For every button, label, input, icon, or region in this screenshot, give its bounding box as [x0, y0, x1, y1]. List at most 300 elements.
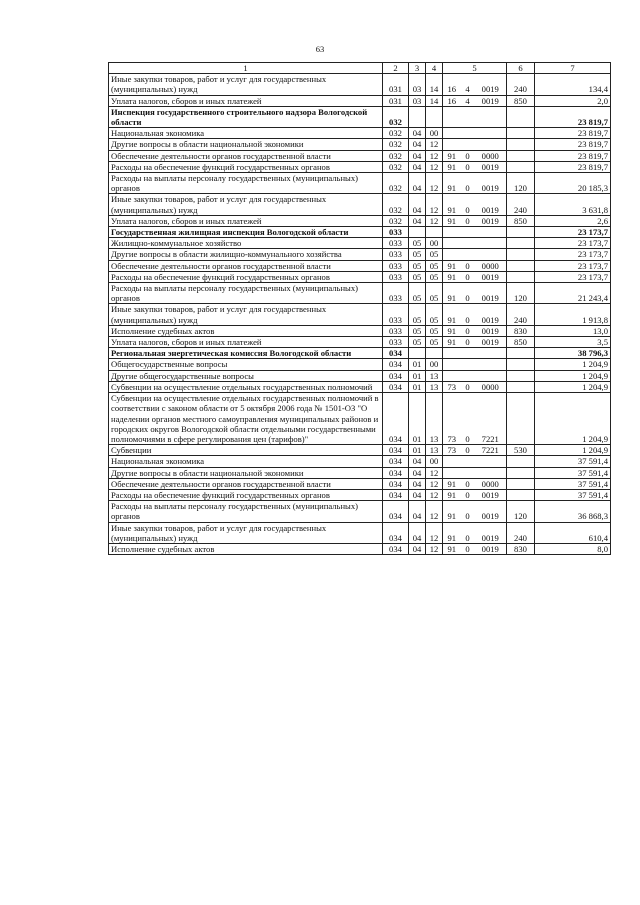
target-direction-cell [461, 128, 475, 139]
section-cell [409, 106, 426, 127]
expense-type-cell: 850 [507, 95, 535, 106]
code-cell: 032 [383, 173, 409, 194]
target-item-cell: 0019 [475, 74, 507, 95]
amount-cell: 3 631,8 [535, 194, 611, 215]
target-item-cell [475, 370, 507, 381]
section-cell: 04 [409, 478, 426, 489]
target-direction-cell: 0 [461, 194, 475, 215]
expense-type-cell [507, 271, 535, 282]
target-item-cell [475, 227, 507, 238]
target-direction-cell: 0 [461, 260, 475, 271]
expense-type-cell [507, 227, 535, 238]
code-cell: 034 [383, 467, 409, 478]
section-cell: 05 [409, 304, 426, 325]
table-row [109, 271, 611, 282]
expense-type-cell [507, 393, 535, 445]
code-cell: 034 [383, 359, 409, 370]
target-program-cell: 91 [443, 337, 461, 348]
target-program-cell [443, 456, 461, 467]
table-row [109, 227, 611, 238]
row-name-cell: Расходы на выплаты персоналу государственных (муниципальных) органов [109, 501, 383, 522]
section-cell: 04 [409, 489, 426, 500]
target-program-cell: 91 [443, 304, 461, 325]
code-cell: 034 [383, 456, 409, 467]
table-row [109, 215, 611, 226]
target-direction-cell: 0 [461, 489, 475, 500]
target-direction-cell: 0 [461, 304, 475, 325]
target-item-cell [475, 238, 507, 249]
amount-cell: 1 204,9 [535, 445, 611, 456]
expense-type-cell: 240 [507, 74, 535, 95]
table-row [109, 325, 611, 336]
section-cell: 01 [409, 359, 426, 370]
amount-cell: 1 204,9 [535, 393, 611, 445]
target-item-cell: 0000 [475, 150, 507, 161]
amount-cell: 1 204,9 [535, 359, 611, 370]
code-cell: 031 [383, 95, 409, 106]
target-direction-cell: 0 [461, 271, 475, 282]
expense-type-cell: 850 [507, 337, 535, 348]
table-row [109, 370, 611, 381]
expense-type-cell: 530 [507, 445, 535, 456]
amount-cell: 3,5 [535, 337, 611, 348]
target-direction-cell: 0 [461, 215, 475, 226]
budget-table [108, 62, 611, 555]
target-direction-cell [461, 106, 475, 127]
target-program-cell: 91 [443, 522, 461, 543]
target-direction-cell: 0 [461, 173, 475, 194]
expense-type-cell [507, 249, 535, 260]
target-program-cell [443, 359, 461, 370]
section-cell: 05 [409, 249, 426, 260]
target-direction-cell [461, 348, 475, 359]
table-row [109, 150, 611, 161]
target-item-cell [475, 359, 507, 370]
target-item-cell [475, 139, 507, 150]
section-cell: 04 [409, 456, 426, 467]
code-cell: 034 [383, 445, 409, 456]
amount-cell: 37 591,4 [535, 489, 611, 500]
subsection-cell: 00 [426, 128, 443, 139]
header-cell: 5 [443, 63, 507, 74]
target-program-cell: 91 [443, 325, 461, 336]
subsection-cell: 12 [426, 194, 443, 215]
target-item-cell [475, 249, 507, 260]
amount-cell: 1 204,9 [535, 370, 611, 381]
target-item-cell: 7221 [475, 445, 507, 456]
target-direction-cell: 0 [461, 337, 475, 348]
row-name-cell: Расходы на обеспечение функций государственных органов [109, 161, 383, 172]
section-cell: 01 [409, 393, 426, 445]
section-cell: 05 [409, 260, 426, 271]
table-row [109, 467, 611, 478]
target-direction-cell: 0 [461, 325, 475, 336]
target-direction-cell: 0 [461, 393, 475, 445]
expense-type-cell: 240 [507, 304, 535, 325]
header-row [109, 63, 611, 74]
subsection-cell: 14 [426, 95, 443, 106]
header-cell: 7 [535, 63, 611, 74]
target-item-cell: 7221 [475, 393, 507, 445]
row-name-cell: Жилищно-коммунальное хозяйство [109, 238, 383, 249]
table-row [109, 238, 611, 249]
expense-type-cell: 830 [507, 543, 535, 554]
section-cell: 04 [409, 150, 426, 161]
section-cell: 05 [409, 271, 426, 282]
target-item-cell: 0019 [475, 543, 507, 554]
target-program-cell [443, 128, 461, 139]
code-cell: 031 [383, 74, 409, 95]
row-name-cell: Обеспечение деятельности органов государственной власти [109, 150, 383, 161]
target-item-cell: 0019 [475, 304, 507, 325]
table-row [109, 393, 611, 445]
row-name-cell: Уплата налогов, сборов и иных платежей [109, 95, 383, 106]
subsection-cell [426, 348, 443, 359]
subsection-cell: 12 [426, 161, 443, 172]
section-cell: 04 [409, 543, 426, 554]
target-direction-cell: 0 [461, 381, 475, 392]
target-direction-cell [461, 139, 475, 150]
table-row [109, 283, 611, 304]
target-direction-cell [461, 249, 475, 260]
section-cell: 03 [409, 95, 426, 106]
amount-cell: 37 591,4 [535, 456, 611, 467]
subsection-cell: 05 [426, 271, 443, 282]
table-row [109, 543, 611, 554]
table-row [109, 348, 611, 359]
target-item-cell: 0019 [475, 194, 507, 215]
row-name-cell: Другие общегосударственные вопросы [109, 370, 383, 381]
target-direction-cell [461, 370, 475, 381]
row-name-cell: Субвенции на осуществление отдельных государственных полномочий в соответствии с законом области от 5 октября 2006 года № 1501-ОЗ "О наделении органов местного самоуправления муниципальных районов и городских округов Вологодской области отдельными государственными полномочиями в сфере регулирования цен (тарифов)" [109, 393, 383, 445]
subsection-cell: 14 [426, 74, 443, 95]
code-cell: 032 [383, 106, 409, 127]
code-cell: 034 [383, 348, 409, 359]
target-program-cell: 91 [443, 489, 461, 500]
row-name-cell: Расходы на обеспечение функций государственных органов [109, 271, 383, 282]
amount-cell: 610,4 [535, 522, 611, 543]
row-name-cell: Иные закупки товаров, работ и услуг для государственных (муниципальных) нужд [109, 522, 383, 543]
row-name-cell: Уплата налогов, сборов и иных платежей [109, 337, 383, 348]
table-row [109, 478, 611, 489]
target-direction-cell [461, 456, 475, 467]
row-name-cell: Обеспечение деятельности органов государственной власти [109, 478, 383, 489]
target-item-cell: 0000 [475, 478, 507, 489]
row-name-cell: Другие вопросы в области жилищно-коммунального хозяйства [109, 249, 383, 260]
row-name-cell: Другие вопросы в области национальной экономики [109, 467, 383, 478]
code-cell: 032 [383, 194, 409, 215]
table-row [109, 128, 611, 139]
subsection-cell: 12 [426, 215, 443, 226]
target-program-cell [443, 227, 461, 238]
table-row [109, 95, 611, 106]
expense-type-cell: 240 [507, 194, 535, 215]
target-direction-cell: 4 [461, 95, 475, 106]
subsection-cell: 00 [426, 359, 443, 370]
section-cell: 05 [409, 283, 426, 304]
subsection-cell: 12 [426, 489, 443, 500]
code-cell: 032 [383, 215, 409, 226]
target-program-cell: 91 [443, 283, 461, 304]
amount-cell: 37 591,4 [535, 467, 611, 478]
table-row [109, 522, 611, 543]
target-item-cell: 0019 [475, 337, 507, 348]
amount-cell: 2,6 [535, 215, 611, 226]
expense-type-cell [507, 139, 535, 150]
expense-type-cell [507, 128, 535, 139]
target-program-cell: 91 [443, 478, 461, 489]
row-name-cell: Национальная экономика [109, 456, 383, 467]
row-name-cell: Иные закупки товаров, работ и услуг для государственных (муниципальных) нужд [109, 74, 383, 95]
target-item-cell [475, 128, 507, 139]
expense-type-cell [507, 238, 535, 249]
section-cell: 01 [409, 381, 426, 392]
page-number: 63 [315, 44, 325, 54]
subsection-cell: 05 [426, 337, 443, 348]
section-cell: 05 [409, 325, 426, 336]
row-name-cell: Другие вопросы в области национальной экономики [109, 139, 383, 150]
header-cell: 2 [383, 63, 409, 74]
table-row [109, 381, 611, 392]
row-name-cell: Исполнение судебных актов [109, 325, 383, 336]
amount-cell: 38 796,3 [535, 348, 611, 359]
subsection-cell [426, 227, 443, 238]
code-cell: 032 [383, 128, 409, 139]
expense-type-cell: 120 [507, 283, 535, 304]
target-program-cell: 91 [443, 173, 461, 194]
target-direction-cell [461, 467, 475, 478]
target-item-cell: 0019 [475, 283, 507, 304]
amount-cell: 1 204,9 [535, 381, 611, 392]
section-cell: 05 [409, 238, 426, 249]
amount-cell: 23 173,7 [535, 238, 611, 249]
target-program-cell: 73 [443, 445, 461, 456]
subsection-cell: 13 [426, 370, 443, 381]
row-name-cell: Субвенции на осуществление отдельных государственных полномочий [109, 381, 383, 392]
target-item-cell: 0000 [475, 260, 507, 271]
subsection-cell: 12 [426, 543, 443, 554]
table-row [109, 139, 611, 150]
row-name-cell: Инспекция государственного строительного надзора Вологодской области [109, 106, 383, 127]
target-item-cell: 0019 [475, 95, 507, 106]
target-item-cell [475, 456, 507, 467]
code-cell: 034 [383, 543, 409, 554]
subsection-cell: 12 [426, 467, 443, 478]
table-row [109, 337, 611, 348]
section-cell: 04 [409, 139, 426, 150]
row-name-cell: Обеспечение деятельности органов государственной власти [109, 260, 383, 271]
section-cell: 01 [409, 445, 426, 456]
code-cell: 034 [383, 393, 409, 445]
section-cell: 04 [409, 467, 426, 478]
row-name-cell: Национальная экономика [109, 128, 383, 139]
subsection-cell: 12 [426, 478, 443, 489]
section-cell: 04 [409, 522, 426, 543]
target-program-cell [443, 467, 461, 478]
target-item-cell [475, 467, 507, 478]
target-item-cell [475, 348, 507, 359]
code-cell: 033 [383, 271, 409, 282]
table-row [109, 106, 611, 127]
amount-cell: 134,4 [535, 74, 611, 95]
target-program-cell: 91 [443, 501, 461, 522]
amount-cell: 23 819,7 [535, 106, 611, 127]
expense-type-cell: 240 [507, 522, 535, 543]
table-row [109, 456, 611, 467]
amount-cell: 36 868,3 [535, 501, 611, 522]
code-cell: 034 [383, 522, 409, 543]
target-program-cell [443, 106, 461, 127]
amount-cell: 23 819,7 [535, 150, 611, 161]
target-direction-cell: 0 [461, 161, 475, 172]
amount-cell: 20 185,3 [535, 173, 611, 194]
target-direction-cell: 0 [461, 522, 475, 543]
target-item-cell: 0019 [475, 522, 507, 543]
section-cell: 01 [409, 370, 426, 381]
table-row [109, 173, 611, 194]
target-item-cell: 0019 [475, 325, 507, 336]
section-cell [409, 227, 426, 238]
code-cell: 033 [383, 249, 409, 260]
subsection-cell: 05 [426, 260, 443, 271]
table-row [109, 161, 611, 172]
target-program-cell: 16 [443, 95, 461, 106]
expense-type-cell [507, 348, 535, 359]
expense-type-cell: 830 [507, 325, 535, 336]
code-cell: 033 [383, 238, 409, 249]
row-name-cell: Региональная энергетическая комиссия Вологодской области [109, 348, 383, 359]
expense-type-cell [507, 161, 535, 172]
amount-cell: 21 243,4 [535, 283, 611, 304]
target-item-cell: 0019 [475, 161, 507, 172]
subsection-cell: 12 [426, 522, 443, 543]
section-cell: 04 [409, 173, 426, 194]
target-program-cell [443, 249, 461, 260]
amount-cell: 23 819,7 [535, 139, 611, 150]
expense-type-cell: 850 [507, 215, 535, 226]
subsection-cell: 12 [426, 501, 443, 522]
section-cell: 04 [409, 215, 426, 226]
amount-cell: 23 819,7 [535, 128, 611, 139]
header-cell: 4 [426, 63, 443, 74]
expense-type-cell [507, 467, 535, 478]
amount-cell: 2,0 [535, 95, 611, 106]
target-direction-cell: 0 [461, 150, 475, 161]
target-item-cell: 0019 [475, 215, 507, 226]
amount-cell: 1 913,8 [535, 304, 611, 325]
target-direction-cell: 0 [461, 543, 475, 554]
subsection-cell [426, 106, 443, 127]
target-item-cell: 0000 [475, 381, 507, 392]
row-name-cell: Иные закупки товаров, работ и услуг для государственных (муниципальных) нужд [109, 194, 383, 215]
row-name-cell: Расходы на выплаты персоналу государственных (муниципальных) органов [109, 173, 383, 194]
code-cell: 032 [383, 161, 409, 172]
row-name-cell: Общегосударственные вопросы [109, 359, 383, 370]
table-row [109, 194, 611, 215]
code-cell: 034 [383, 501, 409, 522]
table-row [109, 501, 611, 522]
expense-type-cell [507, 359, 535, 370]
target-direction-cell: 0 [461, 478, 475, 489]
target-direction-cell: 0 [461, 501, 475, 522]
section-cell [409, 348, 426, 359]
target-program-cell: 91 [443, 543, 461, 554]
section-cell: 05 [409, 337, 426, 348]
row-name-cell: Исполнение судебных актов [109, 543, 383, 554]
expense-type-cell [507, 370, 535, 381]
row-name-cell: Субвенции [109, 445, 383, 456]
amount-cell: 23 819,7 [535, 161, 611, 172]
code-cell: 033 [383, 227, 409, 238]
code-cell: 033 [383, 283, 409, 304]
subsection-cell: 00 [426, 456, 443, 467]
expense-type-cell [507, 381, 535, 392]
subsection-cell: 05 [426, 283, 443, 304]
amount-cell: 23 173,7 [535, 260, 611, 271]
table-row [109, 359, 611, 370]
subsection-cell: 05 [426, 304, 443, 325]
row-name-cell: Государственная жилищная инспекция Вологодской области [109, 227, 383, 238]
section-cell: 04 [409, 128, 426, 139]
table-row [109, 489, 611, 500]
subsection-cell: 00 [426, 238, 443, 249]
expense-type-cell: 120 [507, 501, 535, 522]
header-cell: 6 [507, 63, 535, 74]
table-row [109, 74, 611, 95]
code-cell: 033 [383, 260, 409, 271]
table-row [109, 445, 611, 456]
code-cell: 033 [383, 325, 409, 336]
target-item-cell: 0019 [475, 489, 507, 500]
subsection-cell: 12 [426, 173, 443, 194]
expense-type-cell [507, 456, 535, 467]
subsection-cell: 12 [426, 139, 443, 150]
table-row [109, 260, 611, 271]
code-cell: 034 [383, 489, 409, 500]
expense-type-cell [507, 150, 535, 161]
expense-type-cell: 120 [507, 173, 535, 194]
target-program-cell: 91 [443, 271, 461, 282]
header-cell: 1 [109, 63, 383, 74]
target-program-cell: 73 [443, 381, 461, 392]
code-cell: 033 [383, 304, 409, 325]
target-direction-cell [461, 359, 475, 370]
expense-type-cell [507, 260, 535, 271]
amount-cell: 23 173,7 [535, 249, 611, 260]
section-cell: 04 [409, 161, 426, 172]
section-cell: 04 [409, 194, 426, 215]
target-direction-cell [461, 227, 475, 238]
row-name-cell: Уплата налогов, сборов и иных платежей [109, 215, 383, 226]
amount-cell: 23 173,7 [535, 227, 611, 238]
target-program-cell [443, 348, 461, 359]
subsection-cell: 12 [426, 150, 443, 161]
code-cell: 032 [383, 139, 409, 150]
target-item-cell: 0019 [475, 271, 507, 282]
target-program-cell: 91 [443, 194, 461, 215]
table-body [109, 63, 611, 555]
code-cell: 034 [383, 370, 409, 381]
subsection-cell: 13 [426, 393, 443, 445]
amount-cell: 37 591,4 [535, 478, 611, 489]
code-cell: 034 [383, 381, 409, 392]
code-cell: 034 [383, 478, 409, 489]
subsection-cell: 05 [426, 325, 443, 336]
target-item-cell: 0019 [475, 173, 507, 194]
amount-cell: 8,0 [535, 543, 611, 554]
expense-type-cell [507, 106, 535, 127]
row-name-cell: Расходы на выплаты персоналу государственных (муниципальных) органов [109, 283, 383, 304]
